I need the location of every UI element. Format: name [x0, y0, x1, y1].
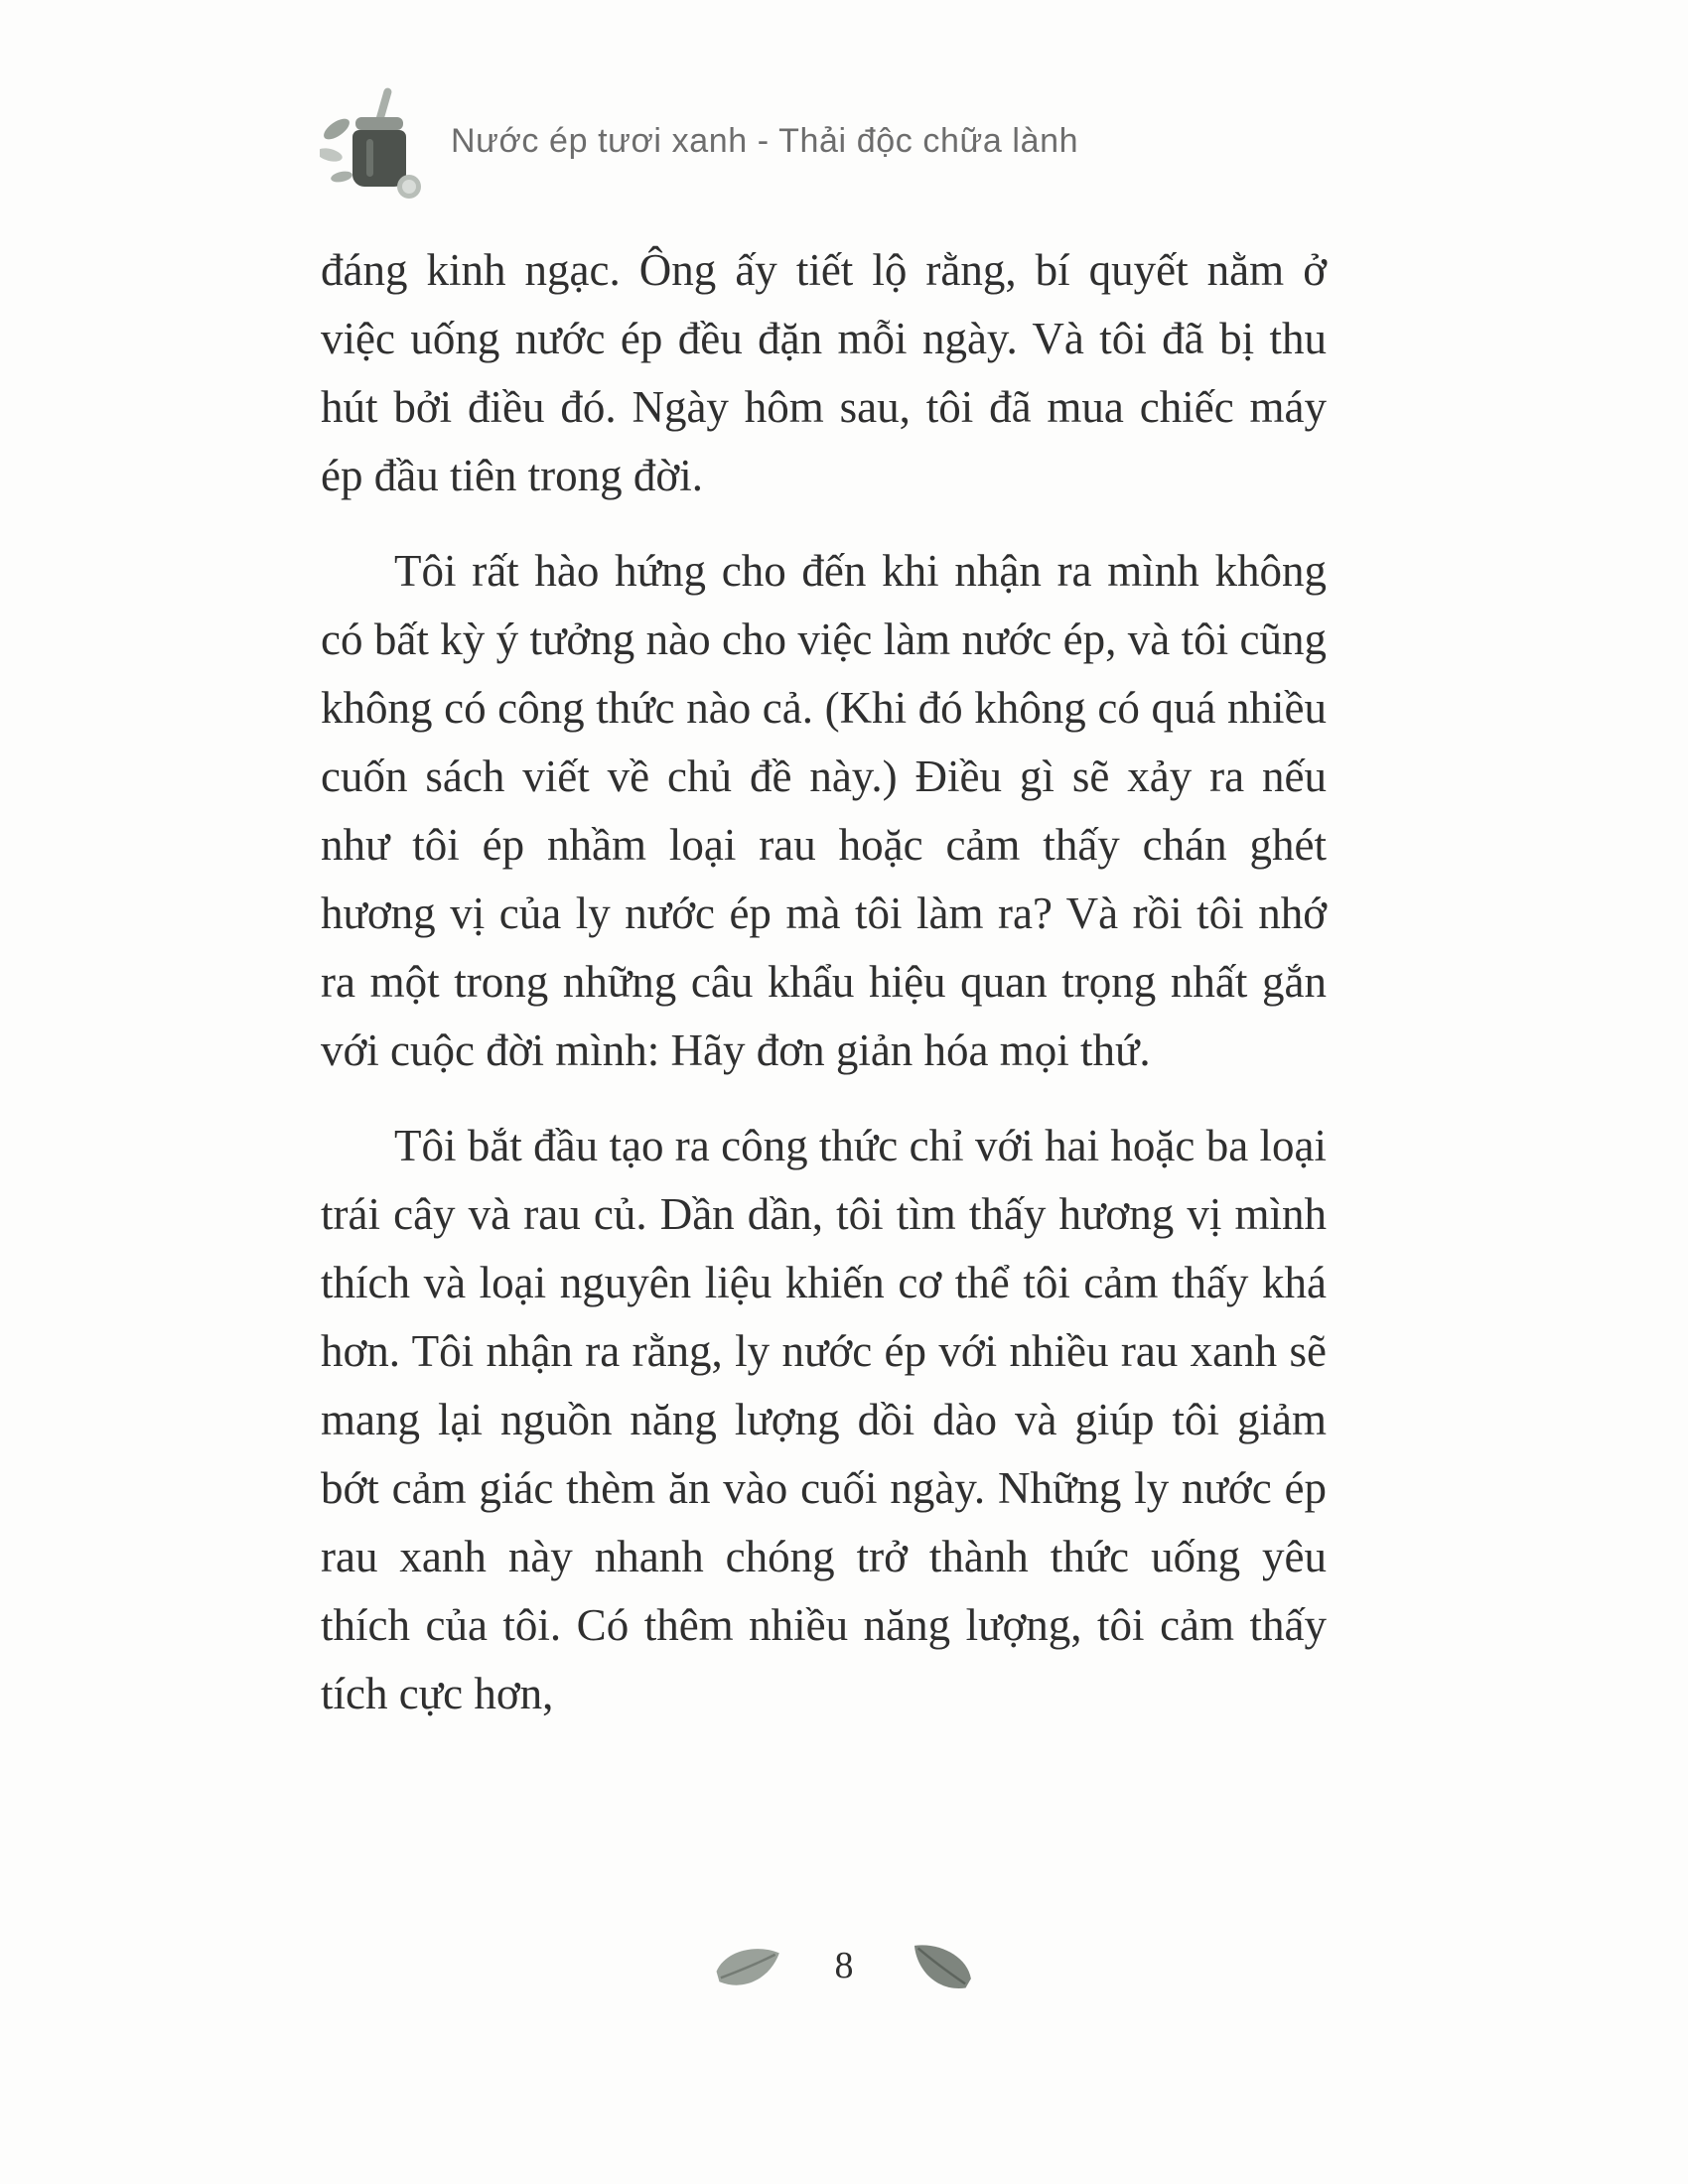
page-number: 8 — [834, 1945, 854, 1986]
leaf-right-icon — [904, 1936, 980, 2000]
paragraph-excitement: Tôi rất hào hứng cho đến khi nhận ra mình không có bất kỳ ý tưởng nào cho việc làm nước ép, và tôi cũng không có công thức nào cả. (Khi đó không có quá nhiều cuốn sách viết về chủ đề này.) Điều gì sẽ xảy ra nếu như tôi ép nhầm loại rau hoặc cảm thấy chán ghét hương vị của ly nước ép mà tôi làm ra? Và rồi tôi nhớ ra một trong những câu khẩu hiệu quan trọng nhất gắn với cuộc đời mình: Hãy đơn giản hóa mọi thứ. — [321, 546, 1327, 1075]
paragraph-continued: đáng kinh ngạc. Ông ấy tiết lộ rằng, bí quyết nằm ở việc uống nước ép đều đặn mỗi ngày. Và tôi đã bị thu hút bởi điều đó. Ngày hôm sau, tôi đã mua chiếc máy ép đầu tiên trong đời. — [321, 245, 1327, 500]
page-header — [320, 85, 1078, 206]
book-title-header: Nước ép tươi xanh - Thải độc chữa lành — [451, 121, 1079, 160]
page-footer — [0, 1934, 1688, 2003]
page-body — [321, 236, 1327, 1755]
leaf-left-icon — [709, 1937, 783, 1999]
juice-jar-icon — [320, 85, 423, 206]
paragraph-recipes: Tôi bắt đầu tạo ra công thức chỉ với hai hoặc ba loại trái cây và rau củ. Dần dần, tôi tìm thấy hương vị mình thích và loại nguyên liệu khiến cơ thể tôi cảm thấy khá hơn. Tôi nhận ra rằng, ly nước ép với nhiều rau xanh sẽ mang lại nguồn năng lượng dồi dào và giúp tôi giảm bớt cảm giác thèm ăn vào cuối ngày. Những ly nước ép rau xanh này nhanh chóng trở thành thức uống yêu thích của tôi. Có thêm nhiều năng lượng, tôi cảm thấy tích cực hơn, — [321, 1121, 1327, 1718]
